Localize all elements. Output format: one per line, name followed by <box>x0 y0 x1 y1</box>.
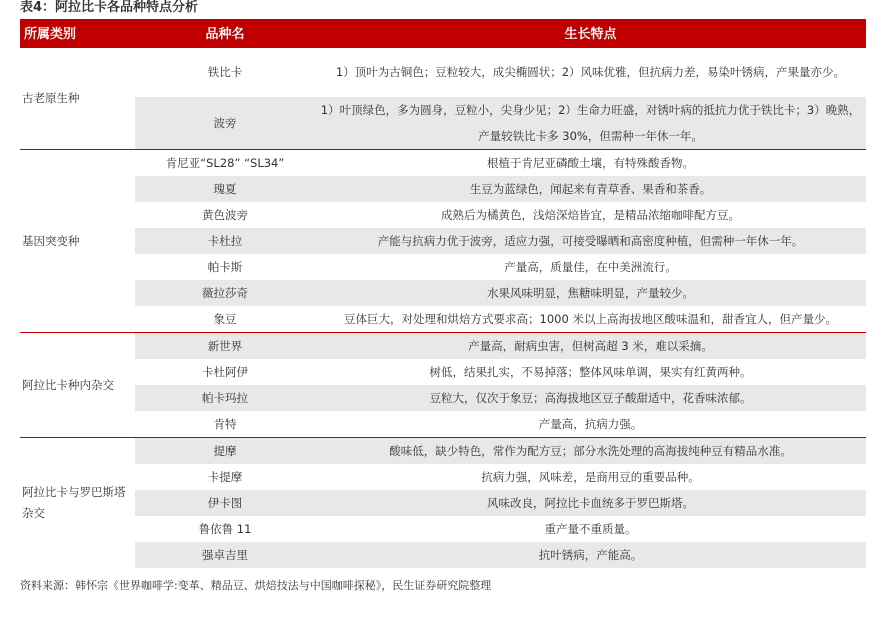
trait-cell: 豆粒大，仅次于象豆；高海拔地区豆子酸甜适中，花香味浓郁。 <box>315 385 866 411</box>
trait-cell: 1）叶顶绿色，多为圆身，豆粒小，尖身少见；2）生命力旺盛，对锈叶病的抵抗力优于铁比卡；3）晚熟，产量较铁比卡多 30%，但需种一年休一年。 <box>315 97 866 150</box>
variety-cell: 铁比卡 <box>135 47 315 97</box>
table-row <box>20 359 866 385</box>
variety-cell: 帕卡玛拉 <box>135 385 315 411</box>
table-row <box>20 228 866 254</box>
variety-cell: 提摩 <box>135 438 315 465</box>
category-cell: 基因突变种 <box>20 150 135 333</box>
variety-cell: 卡提摩 <box>135 464 315 490</box>
category-cell: 阿拉比卡与罗巴斯塔杂交 <box>20 438 135 569</box>
table-row <box>20 176 866 202</box>
table-row <box>20 464 866 490</box>
variety-cell: 卡杜阿伊 <box>135 359 315 385</box>
trait-cell: 抗叶锈病，产能高。 <box>315 542 866 568</box>
table-title: 表4：阿拉比卡各品种特点分析 <box>20 0 199 15</box>
category-cell: 古老原生种 <box>20 47 135 150</box>
table-row <box>20 411 866 438</box>
variety-cell: 瑰夏 <box>135 176 315 202</box>
trait-cell: 产量高，抗病力强。 <box>315 411 866 438</box>
column-header-variety: 品种名 <box>135 19 315 47</box>
column-header-trait: 生长特点 <box>315 19 866 47</box>
trait-cell: 产量高，质量佳，在中美洲流行。 <box>315 254 866 280</box>
trait-cell: 风味改良，阿拉比卡血统多于罗巴斯塔。 <box>315 490 866 516</box>
trait-cell: 成熟后为橘黄色，浅焙深焙皆宜，是精品浓缩咖啡配方豆。 <box>315 202 866 228</box>
trait-cell: 树低，结果扎实，不易掉落；整体风味单调，果实有红黄两种。 <box>315 359 866 385</box>
trait-cell: 产量高，耐病虫害，但树高超 3 米，难以采摘。 <box>315 333 866 360</box>
table-row <box>20 333 866 360</box>
table-row <box>20 47 866 97</box>
table-row <box>20 542 866 568</box>
table-row <box>20 306 866 333</box>
table-row <box>20 438 866 465</box>
table-row <box>20 254 866 280</box>
trait-cell: 1）顶叶为古铜色；豆粒较大，成尖椭圆状；2）风味优雅，但抗病力差，易染叶锈病，产果量亦少。 <box>315 47 866 97</box>
variety-cell: 肯特 <box>135 411 315 438</box>
variety-cell: 波旁 <box>135 97 315 150</box>
variety-table <box>20 19 866 568</box>
category-cell: 阿拉比卡种内杂交 <box>20 333 135 438</box>
variety-cell: 帕卡斯 <box>135 254 315 280</box>
variety-cell: 肯尼亚“SL28” “SL34” <box>135 150 315 177</box>
table-row <box>20 97 866 150</box>
variety-cell: 新世界 <box>135 333 315 360</box>
variety-cell: 黄色波旁 <box>135 202 315 228</box>
table-header-row <box>20 19 866 47</box>
source-note: 资料来源：韩怀宗《世界咖啡学:变革、精品豆、烘焙技法与中国咖啡探秘》，民生证券研究院整理 <box>20 579 492 592</box>
variety-cell: 鲁依鲁 11 <box>135 516 315 542</box>
trait-cell: 抗病力强，风味差，是商用豆的重要品种。 <box>315 464 866 490</box>
trait-cell: 水果风味明显，焦糖味明显，产量较少。 <box>315 280 866 306</box>
trait-cell: 豆体巨大，对处理和烘焙方式要求高；1000 米以上高海拔地区酸味温和，甜香宜人，但产量少。 <box>315 306 866 333</box>
variety-cell: 伊卡图 <box>135 490 315 516</box>
table-row <box>20 202 866 228</box>
trait-cell: 根植于肯尼亚磷酸土壤，有特殊酸香物。 <box>315 150 866 177</box>
trait-cell: 产能与抗病力优于波旁，适应力强，可接受曝晒和高密度种植，但需种一年休一年。 <box>315 228 866 254</box>
table-row <box>20 516 866 542</box>
trait-cell: 重产量不重质量。 <box>315 516 866 542</box>
variety-cell: 象豆 <box>135 306 315 333</box>
variety-cell: 强卓吉里 <box>135 542 315 568</box>
variety-cell: 薇拉莎奇 <box>135 280 315 306</box>
table-row <box>20 280 866 306</box>
table-row <box>20 385 866 411</box>
trait-cell: 酸味低，缺少特色，常作为配方豆；部分水洗处理的高海拔纯种豆有精品水准。 <box>315 438 866 465</box>
variety-cell: 卡杜拉 <box>135 228 315 254</box>
column-header-category: 所属类别 <box>20 19 135 47</box>
table-row <box>20 490 866 516</box>
table-row <box>20 150 866 177</box>
trait-cell: 生豆为蓝绿色，闻起来有青草香、果香和茶香。 <box>315 176 866 202</box>
